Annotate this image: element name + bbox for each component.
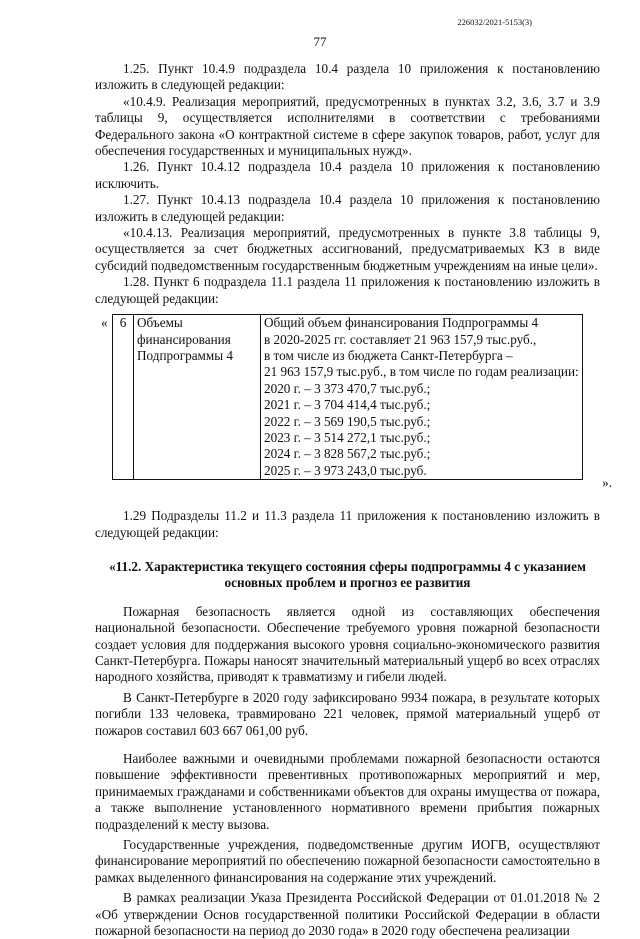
table-row [113,315,583,480]
table-close-quote: ». [602,474,612,490]
section-paragraph-5: В рамках реализации Указа Президента Российской Федерации от 01.01.2018 № 2 «Об утверждении Основ государственной политики Российской Федерации в области пожарной безопасности на период до 2030 года» в 2020 году обеспечена реализации [95,890,600,939]
paragraph-10-4-9: «10.4.9. Реализация мероприятий, предусмотренных в пунктах 3.2, 3.6, 3.7 и 3.9 таблицы 9, осуществляется исполнителями в соответствии с требованиями Федерального закона «О контрактной системе в сфере закупок товаров, работ, услуг для обеспечения государственных и муниципальных нужд». [95,93,600,159]
section-paragraph-3: Наиболее важными и очевидными проблемами пожарной безопасности остаются повышение эффективности превентивных противопожарных мероприятий и мер, принимаемых гражданами и собственниками объектов для охраны имущества от пожара, а также выполнение установленного нормативного времени прибытия пожарных подразделений к месту вызова. [95,750,600,832]
row-body-cell [261,315,583,480]
section-paragraph-2: В Санкт-Петербурге в 2020 году зафиксировано 9934 пожара, в результате которых погибли 133 человека, травмировано 221 человек, прямой материальный ущерб от пожаров составил 603 667 061,00 руб. [95,689,600,738]
body-line: 2022 г. – 3 569 190,5 тыс.руб.; [264,413,431,429]
body-line: 2025 г. – 3 973 243,0 тыс.руб. [264,462,427,478]
row-name-cell: Объемы финансирования Подпрограммы 4 [134,315,261,480]
body-line: 2023 г. – 3 514 272,1 тыс.руб.; [264,429,431,445]
section-paragraph-1: Пожарная безопасность является одной из составляющих обеспечения национальной безопасности. Обеспечение требуемого уровня пожарной безопасности создает условия для поддержания высокого уровня социально-экономического развития Санкт-Петербурга. Пожары наносят значительный материальный ущерб во всех отраслях народного хозяйства, приводят к травматизму и гибели людей. [95,603,600,685]
paragraph-1-28: 1.28. Пункт 6 подраздела 11.1 раздела 11 приложения к постановлению изложить в следующей редакции: [95,274,600,306]
table-open-quote: « [101,315,108,331]
body-line: Общий объем финансирования Подпрограммы 4 [264,315,539,331]
financing-table-block [95,314,612,492]
paragraph-1-29: 1.29 Подразделы 11.2 и 11.3 раздела 11 приложения к постановлению изложить в следующей редакции: [95,508,600,540]
section-paragraph-4: Государственные учреждения, подведомственные другим ИОГВ, осуществляют финансирование мероприятий по обеспечению пожарной безопасности самостоятельно в рамках выделенного финансирования на содержание этих учреждений. [95,837,600,885]
body-line: в том числе из бюджета Санкт-Петербурга – [264,347,513,363]
financing-table [112,314,583,480]
document-id: 226032/2021-5153(3) [457,17,532,27]
row-number-cell: 6 [113,315,134,480]
body-line: 2021 г. – 3 704 414,4 тыс.руб.; [264,397,431,413]
page-number: 77 [313,34,327,49]
section-title: «11.2. Характеристика текущего состояния сферы подпрограммы 4 с указанием основных проблем и прогноз ее развития [109,558,586,591]
paragraph-1-26: 1.26. Пункт 10.4.12 подраздела 10.4 раздела 10 приложения к постановлению исключить. [95,159,600,191]
body-line: 21 963 157,9 тыс.руб., в том числе по годам реализации: [264,364,579,380]
paragraph-1-25: 1.25. Пункт 10.4.9 подраздела 10.4 раздела 10 приложения к постановлению изложить в следующей редакции: [95,61,600,93]
body-line: 2020 г. – 3 373 470,7 тыс.руб.; [264,380,431,396]
paragraph-10-4-13: «10.4.13. Реализация мероприятий, предусмотренных в пункте 3.8 таблицы 9, осуществляется за счет бюджетных ассигнований, предусматриваемых КЗ в виде субсидий подведомственным государственным бюджетным учреждениям на иные цели». [95,225,600,273]
body-line: в 2020-2025 гг. составляет 21 963 157,9 тыс.руб., [264,331,537,347]
paragraph-1-27: 1.27. Пункт 10.4.13 подраздела 10.4 раздела 10 приложения к постановлению изложить в следующей редакции: [95,192,600,224]
body-line: 2024 г. – 3 828 567,2 тыс.руб.; [264,446,431,462]
document-body [95,61,612,939]
